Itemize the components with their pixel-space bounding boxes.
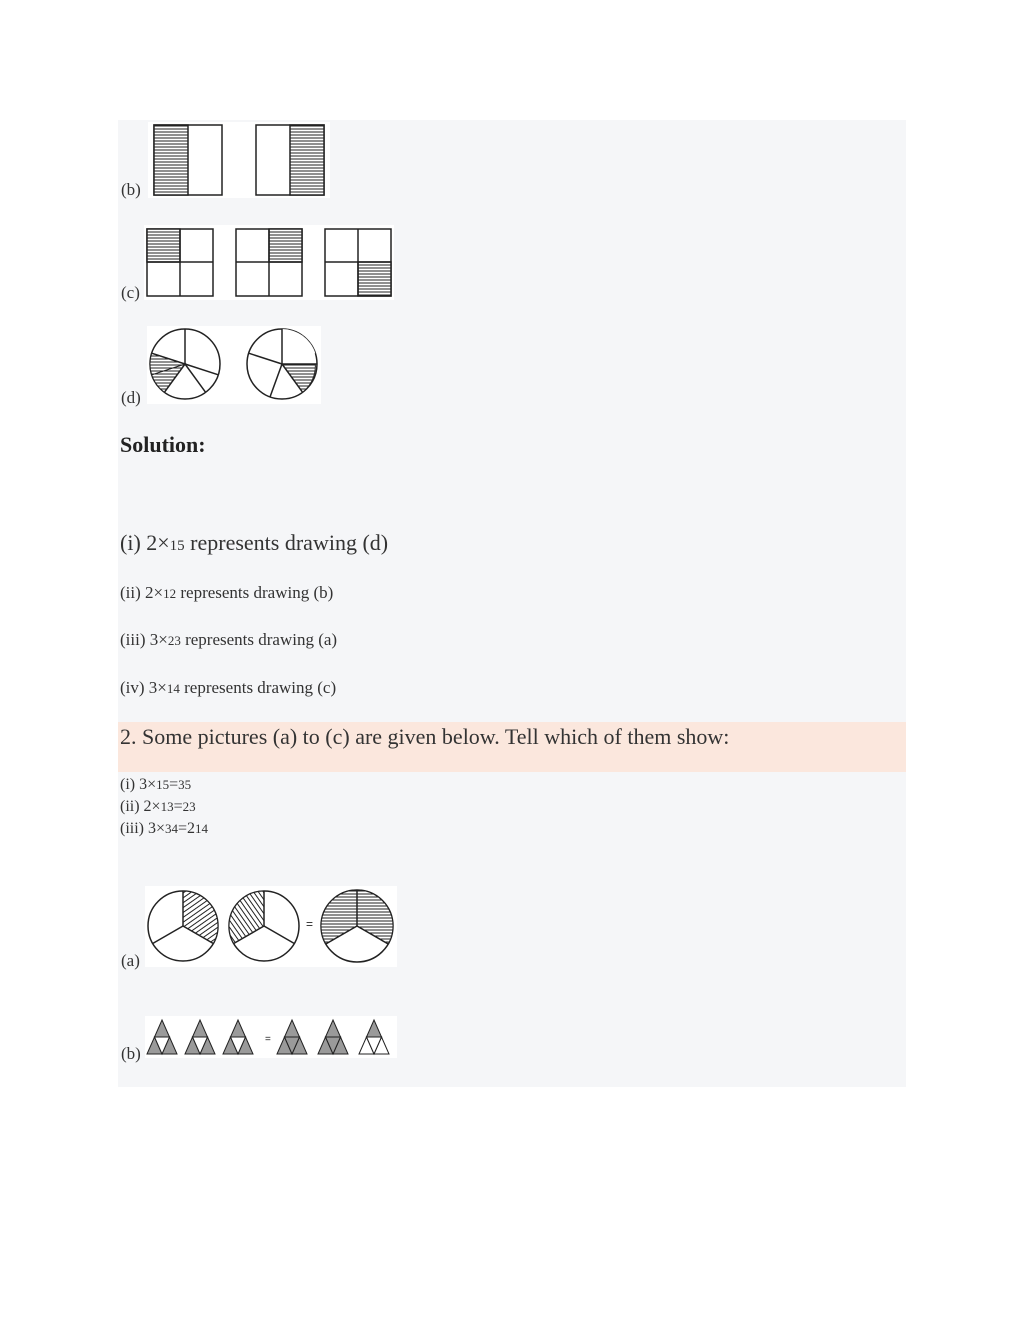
solution-line-2 — [120, 583, 333, 603]
q2-item-2-eq: = — [173, 798, 183, 815]
figure-b-label: (b) — [121, 180, 141, 199]
figure-c-label: (c) — [121, 283, 140, 302]
q2-item-3-a: 34 — [165, 821, 179, 836]
q2-item-3-eq: =2 — [178, 820, 196, 837]
solution-line-1 — [120, 530, 388, 556]
solution-line-3-fraction: 23 — [167, 633, 181, 648]
solution-line-3-prefix: (iii) 3× — [120, 630, 168, 649]
q2-item-2-a: 13 — [160, 799, 174, 814]
solution-line-1-prefix: (i) 2× — [120, 530, 170, 555]
svg-text:=: = — [306, 917, 314, 931]
q2-item-3-prefix: (iii) 3× — [120, 820, 166, 837]
solution-line-4-fraction: 14 — [166, 681, 180, 696]
solution-line-3-suffix: represents drawing (a) — [180, 630, 338, 649]
solution-line-4 — [120, 678, 336, 698]
q2-item-1-prefix: (i) 3× — [120, 776, 157, 793]
q2-item-3-b: 14 — [195, 821, 209, 836]
question-2-figure-b-triangles — [145, 1016, 397, 1058]
solution-heading: Solution: — [120, 432, 206, 457]
solution-line-2-suffix: represents drawing (b) — [176, 583, 334, 602]
q2-item-1-a: 15 — [156, 777, 170, 792]
figure-b-halves — [148, 122, 330, 198]
solution-line-1-suffix: represents drawing (d) — [184, 530, 389, 555]
solution-line-4-prefix: (iv) 3× — [120, 678, 167, 697]
figure-d-fifths — [147, 326, 321, 404]
q2-item-2-prefix: (ii) 2× — [120, 798, 161, 815]
solution-line-1-fraction: 15 — [169, 538, 185, 554]
q2-item-1-eq: = — [169, 776, 179, 793]
q2-item-2-b: 23 — [182, 799, 196, 814]
figure-d-label: (d) — [121, 388, 141, 407]
question-2-title: 2. Some pictures (a) to (c) are given below. Tell which of them show: — [120, 724, 730, 749]
q2-item-1-b: 35 — [178, 777, 192, 792]
figure-c-quarters — [144, 225, 394, 300]
solution-line-4-suffix: represents drawing (c) — [179, 678, 337, 697]
question-2-figure-b-label: (b) — [121, 1044, 141, 1063]
question-2-item-2 — [120, 798, 196, 816]
solution-line-2-prefix: (ii) 2× — [120, 583, 164, 602]
question-2-item-1 — [120, 776, 191, 794]
solution-line-2-fraction: 12 — [163, 586, 177, 601]
solution-line-3 — [120, 630, 337, 650]
question-2-item-3 — [120, 820, 208, 838]
question-2-figure-a-label: (a) — [121, 951, 140, 970]
svg-text:=: = — [265, 1034, 271, 1045]
question-2-figure-a-thirds — [145, 886, 397, 967]
